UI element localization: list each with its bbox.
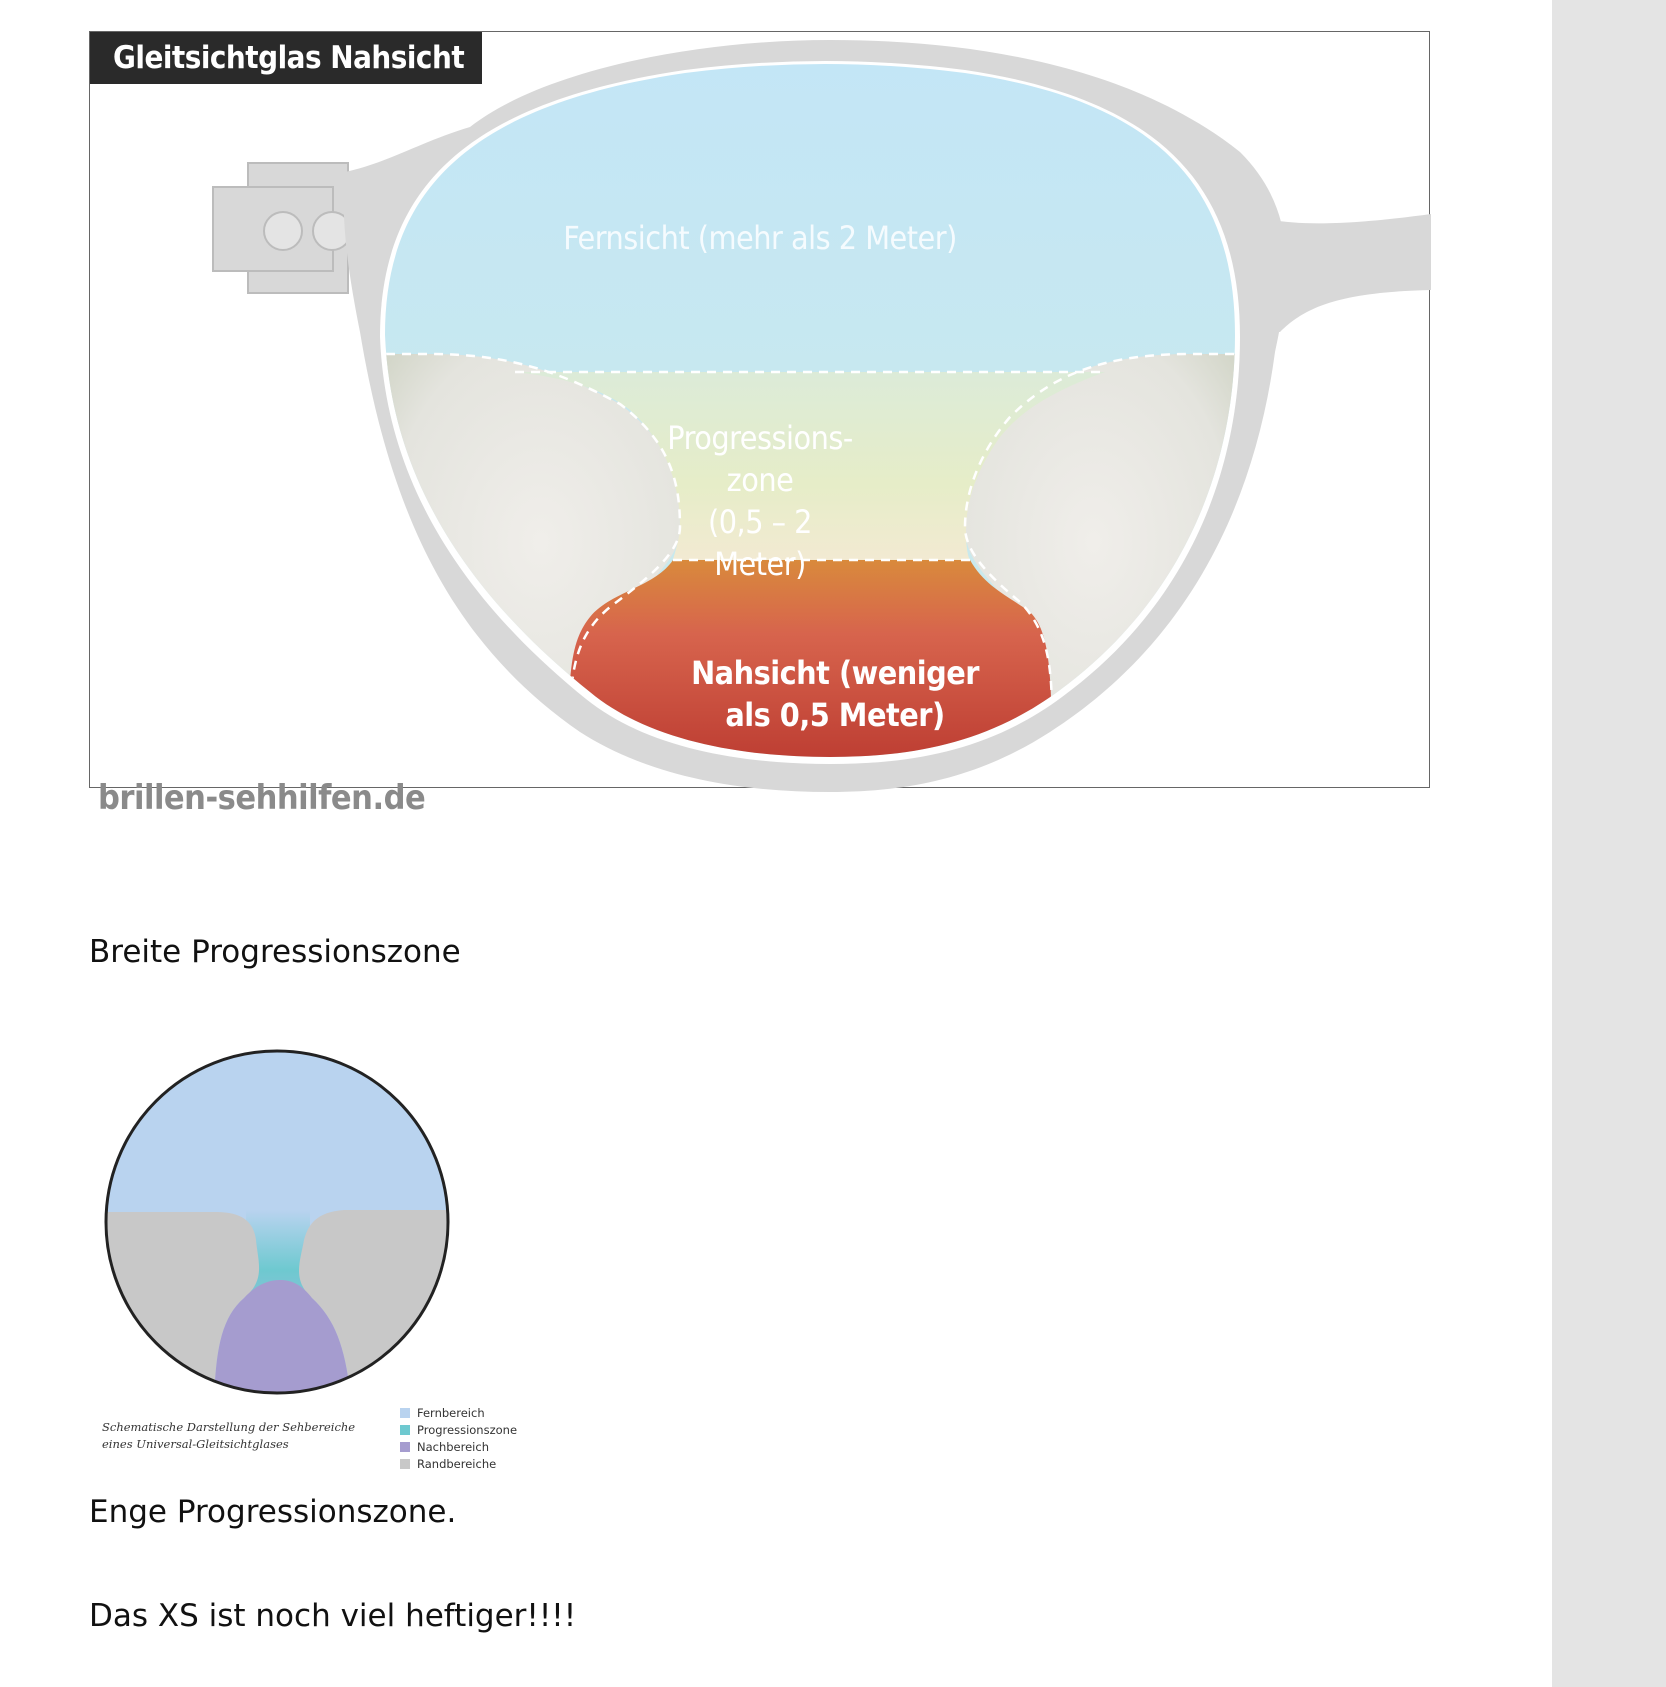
legend-swatch: [400, 1408, 410, 1418]
legend-swatch: [400, 1425, 410, 1435]
progressive-lens-diagram: [89, 31, 1430, 818]
near-label-line: Nahsicht (weniger: [691, 654, 979, 692]
schematic-caption: [102, 1419, 362, 1453]
diagram-title: Gleitsichtglas Nahsicht: [90, 32, 482, 84]
near-zone-label: [650, 652, 1020, 736]
progression-zone-label: [660, 417, 860, 585]
caption-line: eines Universal-Gleitsichtglases: [102, 1437, 289, 1451]
legend-label: Randbereiche: [417, 1456, 497, 1471]
right-scrollbar-gutter: [1552, 0, 1666, 1687]
legend-item: [400, 1438, 540, 1455]
hinge-screw-icon: [264, 212, 302, 250]
paragraph-narrow-zone: Enge Progressionszone.: [89, 1494, 457, 1530]
paragraph-xs-remark: Das XS ist noch viel heftiger!!!!: [89, 1598, 577, 1634]
legend-swatch: [400, 1459, 410, 1469]
legend-item: [400, 1404, 540, 1421]
caption-line: Schematische Darstellung der Sehbereiche: [102, 1420, 356, 1434]
legend-label: Progressionszone: [417, 1422, 518, 1437]
progression-label-line: zone: [726, 461, 794, 499]
near-label-line: als 0,5 Meter): [725, 696, 945, 734]
paragraph-wide-zone: Breite Progressionszone: [89, 934, 461, 970]
far-zone-label: Fernsicht (mehr als 2 Meter): [563, 219, 957, 257]
legend-label: Nachbereich: [417, 1439, 489, 1454]
universal-lens-schematic: [96, 1040, 536, 1480]
watermark: brillen-sehhilfen.de: [98, 778, 426, 818]
progression-label-line: Progressions-: [667, 419, 853, 457]
lens-schematic-circle: [96, 1040, 536, 1400]
schematic-legend: [400, 1404, 540, 1472]
legend-swatch: [400, 1442, 410, 1452]
legend-item: [400, 1421, 540, 1438]
progression-label-line: (0,5 – 2 Meter): [708, 503, 812, 583]
legend-label: Fernbereich: [417, 1405, 485, 1420]
legend-item: [400, 1455, 540, 1472]
